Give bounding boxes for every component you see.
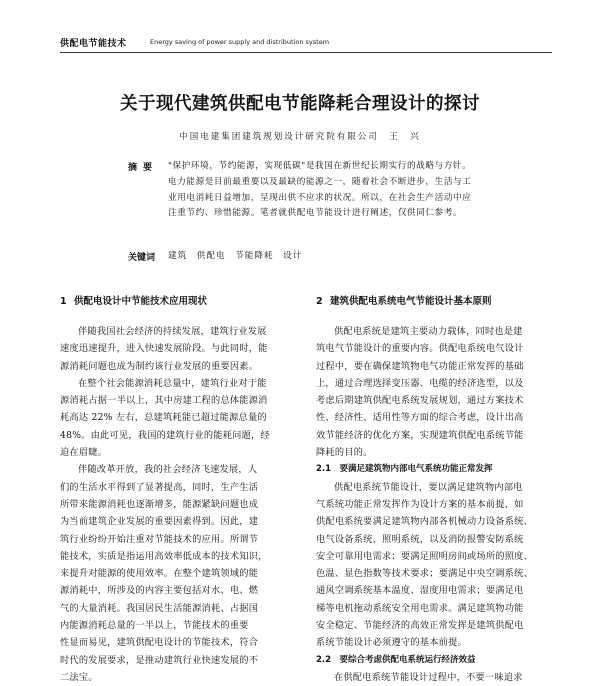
body-line: 源消耗占据一半以上，其中房建工程的总体能源消 bbox=[60, 395, 268, 407]
body-line: 性、经济性、适用性等方面的综合考虑，设计出高 bbox=[316, 412, 524, 424]
body-line: 考虑后期建筑供配电系统发展规划，通过方案技术 bbox=[316, 395, 524, 407]
subsection-heading-2-2: 2.2 要综合考虑供配电系统运行经济效益 bbox=[316, 654, 476, 665]
body-line: 耗高达 22% 左右，总建筑耗能已超过能源总量的 bbox=[60, 412, 267, 424]
abstract-line: 电力能源是目前最重要以及最缺的能源之一，随着社会不断进步，生活与工 bbox=[168, 176, 472, 187]
body-line: 气的大量消耗。我国居民生活能源消耗、占据国 bbox=[60, 602, 259, 614]
section-title: 供配电设计中节能技术应用现状 bbox=[74, 296, 208, 307]
body-line: 通风空调系统基本温度、湿度用电需求；要满足电 bbox=[316, 585, 524, 597]
body-line: 安全可靠用电需求；要满足照明房间或场所的照度、 bbox=[316, 550, 534, 562]
body-line: 源消耗中，所涉及的内容主要包括对水、电、燃 bbox=[60, 585, 259, 597]
body-line: 来提升对能源的使用效率。在整个建筑领域的能 bbox=[60, 568, 259, 580]
body-line: 上，通过合理选择变压器、电缆的经济选型，以及 bbox=[316, 377, 524, 389]
body-line: 过程中，要在确保建筑物电气功能正常发挥的基础 bbox=[316, 360, 524, 372]
body-line: 性显而易见，建筑供配电设计的节能技术，符合 bbox=[60, 637, 259, 649]
abstract-line: 业用电消耗日益增加，呈现出供不应求的状况。所以，在社会生产活动中应 bbox=[168, 192, 472, 203]
body-line: 安全稳定、节能经济的高效正常发挥是建筑供配电 bbox=[316, 620, 524, 632]
body-line: 筑电气节能设计的重要内容。供配电系统电气设计 bbox=[316, 343, 524, 355]
body-line: 伴随改革开放，我的社会经济飞速发展，人 bbox=[78, 464, 258, 476]
section-title: 建筑供配电系统电气节能设计基本原则 bbox=[330, 296, 492, 307]
body-line: 二法宝。 bbox=[60, 671, 98, 683]
body-line: 色温、显色指数等技术要求；要满足中央空调系统、 bbox=[316, 568, 534, 580]
body-line: 48%。由此可见，我国的建筑行业的能耗问题，经 bbox=[60, 429, 270, 441]
subsection-heading-2-1: 2.1 要满足建筑物内部电气系统功能正常发挥 bbox=[316, 464, 493, 475]
body-line: 电气设备系统、照明系统，以及消防报警安防系统 bbox=[316, 533, 524, 545]
body-line: 系统节能设计必须遵守的基本前提。 bbox=[316, 637, 467, 649]
body-line: 迫在眉睫。 bbox=[60, 447, 108, 459]
section-number: 2 bbox=[316, 296, 323, 307]
body-line: 筑行业纷纷开始注重对节能技术的应用。所谓节 bbox=[60, 533, 259, 545]
section-heading-2 bbox=[316, 293, 548, 311]
body-line: 在供配电系统节能设计过程中，不要一味追求 bbox=[334, 671, 523, 683]
abstract-label: 摘要 bbox=[128, 163, 159, 173]
right-column bbox=[316, 293, 548, 686]
abstract-line: "保护环境，节约能源，实现低碳"是我国在新世纪长期实行的战略与方针。 bbox=[168, 161, 472, 171]
body-line: 在整个社会能源消耗总量中，建筑行业对于能 bbox=[78, 377, 267, 389]
body-line: 伴随我国社会经济的持续发展，建筑行业发展 bbox=[78, 326, 267, 337]
section-number: 1 bbox=[60, 296, 67, 307]
article-title: 关于现代建筑供配电节能降耗合理设计的探讨 bbox=[120, 94, 480, 114]
abstract-line: 注重节约、珍惜能源。笔者就供配电节能设计进行阐述，仅供同仁参考。 bbox=[168, 208, 463, 219]
body-line: 速度迅速提升，进入快速发展阶段。与此同时，能 bbox=[60, 343, 268, 355]
body-line: 供配电系统要满足建筑物内部各机械动力设备系统、 bbox=[316, 516, 534, 528]
body-line: 们的生活水平得到了显著提高，同时，生产生活 bbox=[60, 481, 259, 493]
author-line: 中国电建集团建筑规划设计研究院有限公司 王 兴 bbox=[179, 132, 421, 142]
spacer bbox=[316, 311, 548, 323]
body-line: 为当前建筑企业发展的重要因素得到。因此，建 bbox=[60, 516, 259, 528]
left-column bbox=[60, 293, 292, 686]
body-line: 能技术，实质是指运用高效率低成本的技术知识， bbox=[60, 550, 268, 562]
body-line: 梯等电机拖动系统安全用电需求。满足建筑物功能 bbox=[316, 602, 524, 614]
header-rule bbox=[60, 52, 552, 53]
body-line: 供配电系统节能设计，要以满足建筑物内部电 bbox=[334, 481, 523, 493]
keywords-text: 建筑 供配电 节能降耗 设计 bbox=[168, 251, 303, 261]
body-line: 内能源消耗总量的一半以上，节能技术的重要 bbox=[60, 620, 249, 632]
body-line: 时代的发展要求，是推动建筑行业快速发展的不 bbox=[60, 654, 259, 666]
body-line: 降耗的目的。 bbox=[316, 447, 373, 459]
body-line: 气系统功能正常发挥作为设计方案的基本前提，如 bbox=[316, 498, 524, 510]
abstract-body bbox=[168, 159, 528, 222]
body-line: 源消耗问题也成为制约该行业发展的重要因素。 bbox=[60, 360, 259, 372]
body-line: 效节能经济的优化方案，实现建筑供配电系统节能 bbox=[316, 429, 524, 441]
spacer bbox=[60, 311, 292, 323]
body-line: 供配电系统是建筑主要动力载体，同时也是建 bbox=[334, 326, 523, 337]
journal-column-subtitle: Energy saving of power supply and distribution system bbox=[150, 38, 330, 46]
keywords-label: 关键词 bbox=[128, 253, 156, 263]
section-heading-1 bbox=[60, 293, 292, 311]
body-line: 所带来能源消耗也逐渐增多，能源紧缺问题也成 bbox=[60, 498, 259, 510]
journal-column-tag: 供配电节能技术 bbox=[60, 39, 127, 49]
